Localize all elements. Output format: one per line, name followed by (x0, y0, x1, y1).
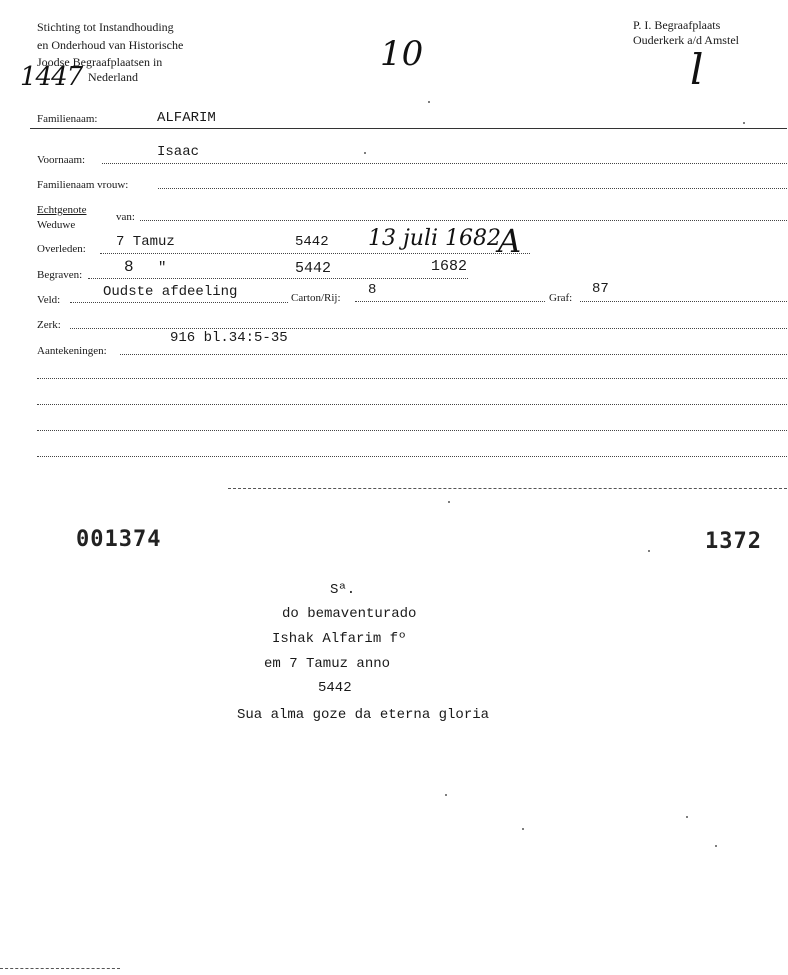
scan-speck (428, 101, 430, 103)
familienaam-vrouw-label: Familienaam vrouw: (37, 179, 129, 191)
handwritten-right-mark: l (690, 45, 704, 94)
scan-speck (448, 501, 450, 503)
inscription-line-2: do bemaventurado (282, 606, 417, 622)
foundation-name-line-1: Stichting tot Instandhouding (37, 20, 174, 34)
handwritten-record-number: 1447 (20, 62, 83, 92)
overleden-dotted-line (100, 253, 530, 254)
notes-dotted-line-2 (37, 404, 787, 405)
scan-speck (715, 845, 717, 847)
handwritten-center-mark: 10 (380, 34, 424, 74)
weduwe-label: Weduwe (37, 219, 76, 231)
van-label: van: (116, 211, 135, 223)
graf-value: 87 (592, 281, 609, 297)
overleden-hebrew-date: 7 Tamuz (116, 234, 175, 250)
notes-dotted-line-4 (37, 456, 787, 457)
aantekeningen-label: Aantekeningen: (37, 345, 107, 357)
card-bottom-edge (228, 488, 787, 489)
scan-speck (743, 122, 745, 124)
carton-value: 8 (368, 282, 377, 298)
scan-speck (364, 152, 366, 154)
scan-speck (445, 794, 447, 796)
begraven-day: 8 (124, 258, 134, 276)
veld-label: Veld: (37, 294, 61, 306)
overleden-handwritten-mark: A (498, 222, 522, 260)
graf-dotted-line (580, 301, 787, 302)
stamp-number-left: 001374 (76, 527, 162, 552)
foundation-name-line-2: en Onderhoud van Historische (37, 38, 184, 52)
inscription-line-5: 5442 (318, 680, 352, 696)
zerk-label: Zerk: (37, 319, 61, 331)
veld-value: Oudste afdeeling (103, 284, 238, 300)
foundation-name-line-3: Joodse Begraafplaatsen in (37, 55, 163, 69)
voornaam-label: Voornaam: (37, 154, 86, 166)
begraven-dotted-line (88, 278, 468, 279)
echtgenote-label: Echtgenote (37, 204, 87, 216)
overleden-label: Overleden: (37, 243, 86, 255)
familienaam-value: ALFARIM (157, 110, 216, 126)
veld-dotted-line (70, 302, 288, 303)
scan-speck (648, 550, 650, 552)
carton-label: Carton/Rij: (291, 292, 341, 304)
begraven-ditto: " (158, 260, 167, 276)
familienaam-rule (30, 128, 787, 129)
stamp-number-right: 1372 (705, 529, 762, 554)
begraven-label: Begraven: (37, 269, 83, 281)
inscription-line-4: em 7 Tamuz anno (264, 656, 391, 672)
notes-dotted-line-1 (37, 378, 787, 379)
van-dotted-line (140, 220, 787, 221)
begraven-hebrew-year: 5442 (295, 260, 332, 277)
notes-dotted-line-3 (37, 430, 787, 431)
foundation-name-line-4: Nederland (88, 70, 138, 84)
scan-speck (686, 816, 688, 818)
overleden-hebrew-year: 5442 (295, 234, 329, 250)
graf-label: Graf: (549, 292, 573, 304)
familienaam-label: Familienaam: (37, 113, 98, 125)
begraven-gregorian-year: 1682 (431, 258, 468, 275)
overleden-handwritten-date: 13 juli 1682 (368, 226, 502, 251)
page-bottom-edge (0, 968, 120, 969)
carton-dotted-line (355, 301, 545, 302)
zerk-dotted-line (70, 328, 787, 329)
inscription-line-3: Ishak Alfarim fº (272, 631, 407, 647)
inscription-line-6: Sua alma goze da eterna gloria (237, 707, 490, 723)
familienaam-vrouw-dotted-line (158, 188, 787, 189)
voornaam-value: Isaac (157, 144, 200, 160)
cemetery-name-line-1: P. I. Begraafplaats (633, 18, 721, 32)
aantekeningen-value: 916 bl.34:5-35 (170, 330, 288, 346)
voornaam-dotted-line (102, 163, 787, 164)
aantekeningen-dotted-line (120, 354, 787, 355)
scan-speck (522, 828, 524, 830)
cemetery-name-line-2: Ouderkerk a/d Amstel (633, 33, 739, 47)
inscription-line-1: Sª. (330, 582, 356, 598)
